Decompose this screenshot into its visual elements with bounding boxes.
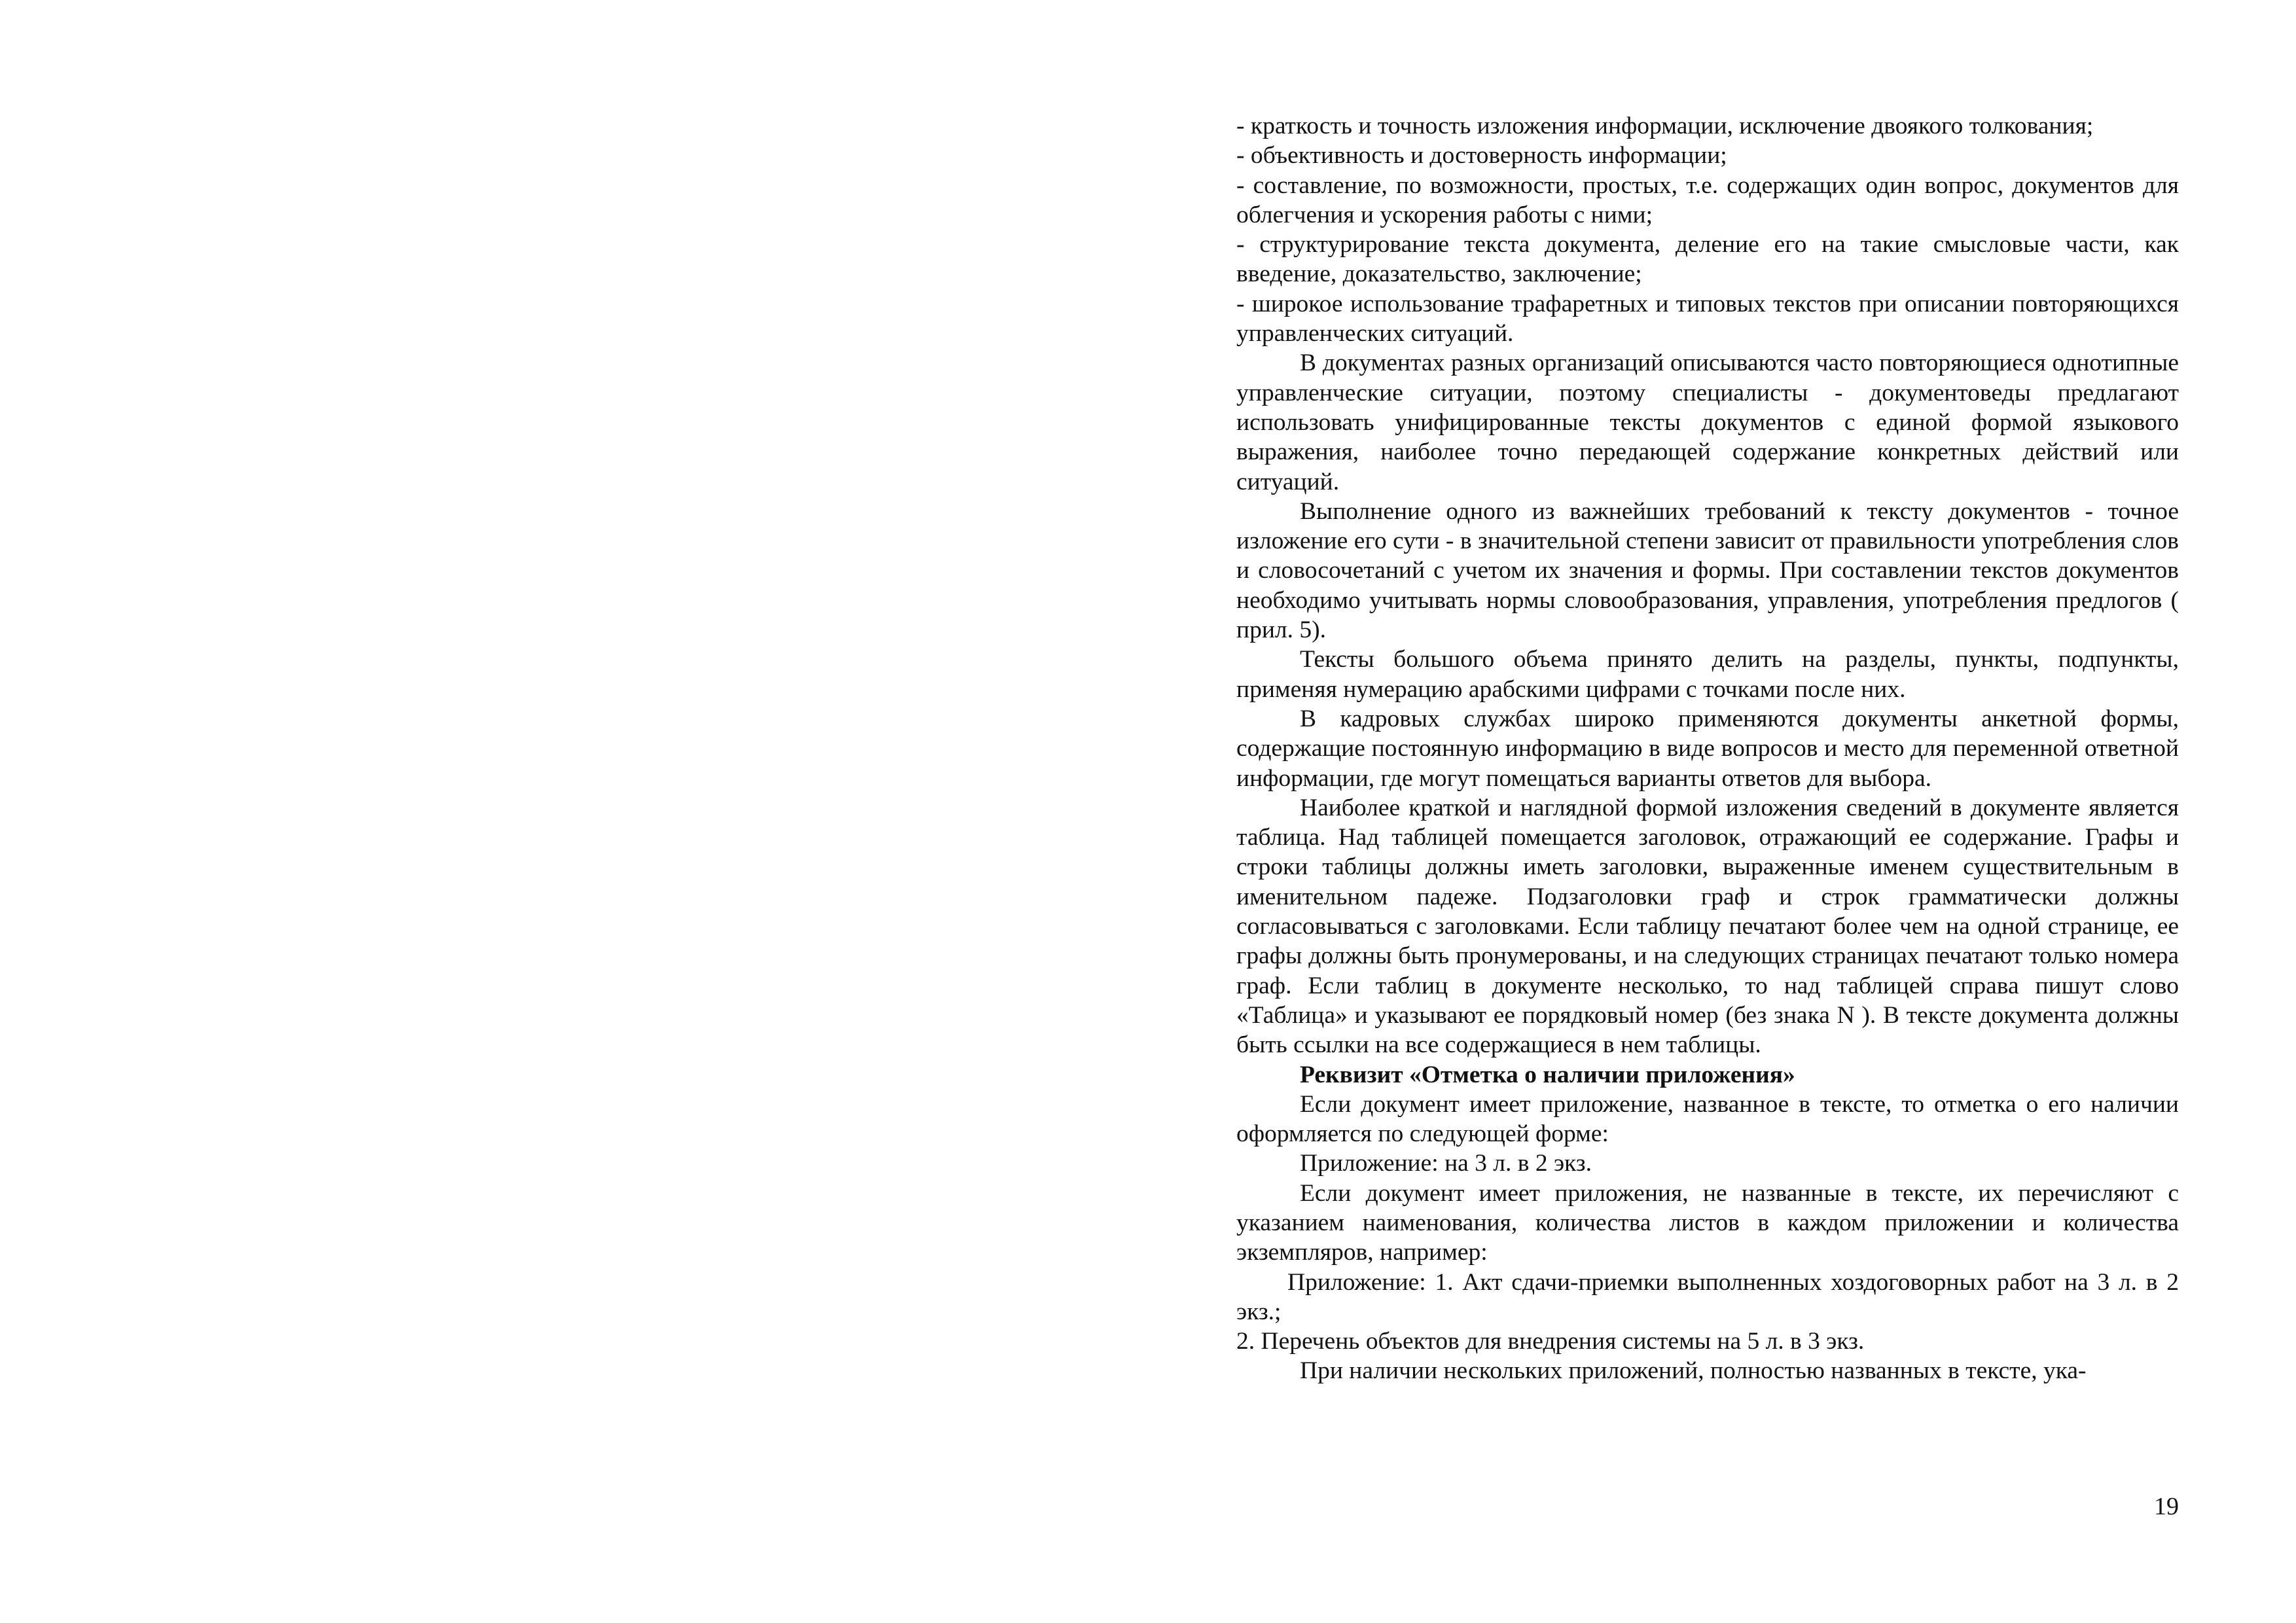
example-appendix-item-2: 2. Перечень объектов для внедрения системы на 5 л. в 3 экз. bbox=[1236, 1328, 1865, 1355]
section-heading: Реквизит «Отметка о наличии приложения» bbox=[1300, 1061, 1795, 1088]
paragraph-sections: Тексты большого объема принято делить на разделы, пункты, подпункты, применяя нумерацию арабскими цифрами с точками после них. bbox=[1236, 646, 2179, 703]
list-item-templates: - широкое использование трафаретных и типовых текстов при описании повторяющихся управленческих ситуаций. bbox=[1236, 290, 2179, 348]
list-item-brevity: - краткость и точность изложения информации, исключение двоякого толкования; bbox=[1236, 113, 2094, 139]
paragraph-appendix-unnamed: Если документ имеет приложения, не названные в тексте, их перечисляют с указанием наименования, количества листов в каждом приложении и количества экземпляров, например: bbox=[1236, 1179, 2179, 1266]
paragraph-appendix-named: Если документ имеет приложение, названное в тексте, то отметка о его наличии оформляется по следующей форме: bbox=[1236, 1090, 2179, 1148]
list-item-structuring: - структурирование текста документа, деление его на такие смысловые части, как введение, доказательство, заключение; bbox=[1236, 231, 2179, 288]
right-page bbox=[1148, 0, 2296, 1623]
list-item-simple-docs: - составление, по возможности, простых, т.е. содержащих один вопрос, документов для облегчения и ускорения работы с ними; bbox=[1236, 171, 2179, 228]
paragraph-accuracy: Выполнение одного из важнейших требований к тексту документов - точное изложение его сути - в значительной степени зависит от правильности употребления слов и словосочетаний с учетом их значения и формы. При составлении текстов документов необходимо учитывать нормы словообразования, управления, употребления предлогов ( прил. 5). bbox=[1236, 497, 2179, 644]
paragraph-questionnaires: В кадровых службах широко применяются документы анкетной формы, содержащие постоянную информацию в виде вопросов и место для переменной ответной информации, где могут помещаться варианты ответов для выбора. bbox=[1236, 705, 2179, 792]
list-item-objectivity: - объективность и достоверность информации; bbox=[1236, 142, 1727, 169]
paragraph-tables: Наиболее краткой и наглядной формой изложения сведений в документе является таблица. Над таблицей помещается заголовок, отражающий ее содержание. Графы и строки таблицы должны иметь заголовки, выраженные именем существительным в именительном падеже. Подзаголовки граф и строк грамматически должны согласовываться с заголовками. Если таблицу печатают более чем на одной странице, ее графы должны быть пронумерованы, и на следующих страницах печатают только номера граф. Если таблиц в документе несколько, то над таблицей справа пишут слово «Таблица» и указывают ее порядковый номер (без знака N ). В тексте документа должны быть ссылки на все содержащиеся в нем таблицы. bbox=[1236, 794, 2179, 1059]
paragraph-unified-texts: В документах разных организаций описываются часто повторяющиеся однотипные управленческие ситуации, поэтому специалисты - документоведы предлагают использовать унифицированные тексты документов с единой формой языкового выражения, наиболее точно передающей содержание конкретных действий или ситуаций. bbox=[1236, 349, 2179, 495]
example-appendix-item-1: Приложение: 1. Акт сдачи-приемки выполненных хоздоговорных работ на 3 л. в 2 экз.; bbox=[1236, 1268, 2179, 1325]
example-appendix-simple: Приложение: на 3 л. в 2 экз. bbox=[1300, 1150, 1592, 1177]
page-number: 19 bbox=[2154, 1493, 2179, 1520]
page-text bbox=[1236, 111, 2179, 1386]
paragraph-several-appendices: При наличии нескольких приложений, полностью названных в тексте, ука- bbox=[1300, 1357, 2087, 1385]
